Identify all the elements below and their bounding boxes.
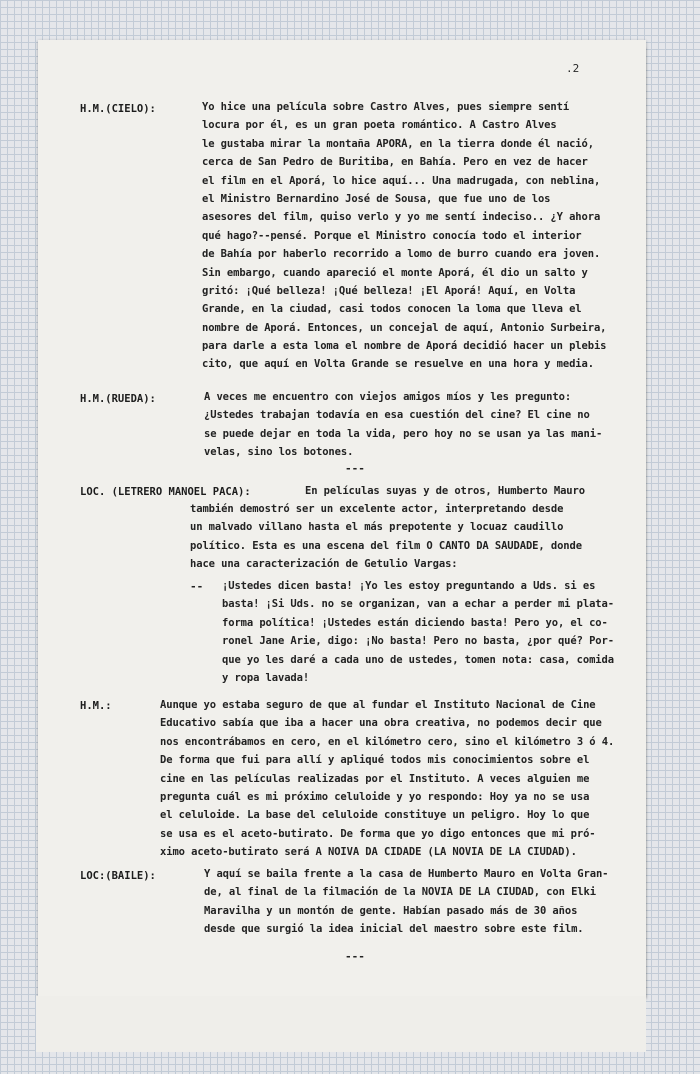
text-line: nos encontrábamos en cero, en el kilómetro cero, sino el kilómetro 3 ó 4. bbox=[160, 735, 615, 748]
text-line: En películas suyas y de otros, Humberto Mauro bbox=[305, 485, 585, 497]
text-line: también demostró ser un excelente actor, interpretando desde bbox=[190, 503, 564, 515]
text-line: y ropa lavada! bbox=[222, 671, 310, 684]
text-line: político. Esta es una escena del film O CANTO DA SAUDADE, donde bbox=[190, 539, 582, 552]
text-line: ¡Ustedes dicen basta! ¡Yo les estoy preguntando a Uds. si es bbox=[222, 580, 596, 592]
text-line: Yo hice una película sobre Castro Alves, pues siempre sentí bbox=[202, 101, 570, 113]
text-line: ximo aceto-butirato será A NOIVA DA CIDADE (LA NOVIA DE LA CIUDAD). bbox=[160, 846, 577, 859]
text-line: basta! ¡Si Uds. no se organizan, van a echar a perder mi plata- bbox=[222, 598, 614, 611]
text-line: se puede dejar en toda la vida, pero hoy no se usan ya las mani- bbox=[204, 427, 603, 440]
text-line: un malvado villano hasta el más prepotente y locuaz caudillo bbox=[190, 521, 564, 534]
text-line: cerca de San Pedro de Buritiba, en Bahía. Pero en vez de hacer bbox=[202, 156, 588, 169]
text-line: cine en las películas realizadas por el Instituto. A veces alguien me bbox=[160, 772, 590, 785]
separator: --- bbox=[345, 462, 365, 475]
speaker-label: H.M.(CIELO): bbox=[80, 103, 156, 115]
text-line: ¿Ustedes trabajan todavía en esa cuestión del cine? El cine no bbox=[204, 409, 590, 422]
text-line: Grande, en la ciudad, casi todos conocen la loma que lleva el bbox=[202, 303, 582, 316]
speaker-label: H.M.: bbox=[80, 700, 112, 712]
text-line: el film en el Aporá, lo hice aquí... Una madrugada, con neblina, bbox=[202, 174, 601, 187]
text-line: A veces me encuentro con viejos amigos míos y les pregunto: bbox=[204, 391, 572, 403]
text-line: forma política! ¡Ustedes están diciendo basta! Pero yo, el co- bbox=[222, 616, 608, 629]
text-line: pregunta cuál es mi próximo celuloide y yo respondo: Hoy ya no se usa bbox=[160, 790, 590, 803]
text-line: Y aquí se baila frente a la casa de Humberto Mauro en Volta Gran- bbox=[204, 868, 609, 880]
page-number: .2 bbox=[566, 62, 580, 75]
paragraph-cielo bbox=[202, 101, 642, 377]
text-line: nombre de Aporá. Entonces, un concejal de aquí, Antonio Surbeira, bbox=[202, 321, 607, 334]
paragraph-hm bbox=[160, 699, 638, 865]
text-line: ronel Jane Arie, digo: ¡No basta! Pero no basta, ¿por qué? Por- bbox=[222, 635, 614, 648]
dialogue-dash: -- bbox=[190, 580, 204, 593]
paragraph-loc-baile bbox=[204, 868, 644, 942]
text-line: cito, que aquí en Volta Grande se resuelve en una hora y media. bbox=[202, 358, 594, 371]
text-line: hace una caracterización de Getulio Vargas: bbox=[190, 558, 458, 571]
speaker-label: H.M.(RUEDA): bbox=[80, 393, 156, 405]
text-line: velas, sino los botones. bbox=[204, 446, 354, 459]
text-line: locura por él, es un gran poeta romántico. A Castro Alves bbox=[202, 119, 557, 132]
paragraph-loc-letrero bbox=[190, 503, 630, 577]
text-line: Aunque yo estaba seguro de que al fundar el Instituto Nacional de Cine bbox=[160, 699, 596, 711]
text-line: asesores del film, quiso verlo y yo me sentí indeciso.. ¿Y ahora bbox=[202, 211, 601, 224]
paragraph-dialogue bbox=[222, 580, 634, 690]
text-line: que yo les daré a cada uno de ustedes, tomen nota: casa, comida bbox=[222, 653, 614, 666]
text-line: de, al final de la filmación de la NOVIA DE LA CIUDAD, con Elki bbox=[204, 886, 596, 899]
speaker-label: LOC:(BAILE): bbox=[80, 870, 156, 882]
text-line: Maravilha y un montón de gente. Habían pasado más de 30 años bbox=[204, 904, 578, 917]
text-line: gritó: ¡Qué belleza! ¡Qué belleza! ¡El Aporá! Aquí, en Volta bbox=[202, 284, 576, 297]
text-line: De forma que fui para allí y apliqué todos mis conocimientos sobre el bbox=[160, 754, 590, 767]
text-line: el celuloide. La base del celuloide constituye un peligro. Hoy lo que bbox=[160, 809, 590, 822]
text-line: Educativo sabía que iba a hacer una obra creativa, no podemos decir que bbox=[160, 717, 602, 730]
speaker-label: LOC. (LETRERO MANOEL PACA): bbox=[80, 486, 251, 498]
text-line: se usa es el aceto-butirato. De forma que yo digo entonces que mi pró- bbox=[160, 827, 596, 840]
text-line: el Ministro Bernardino José de Sousa, que fue uno de los bbox=[202, 192, 551, 205]
separator: --- bbox=[345, 950, 365, 963]
paragraph-loc-letrero-first bbox=[305, 485, 635, 503]
sheet-bottom-edge bbox=[36, 996, 646, 1052]
text-line: para darle a esta loma el nombre de Aporá decidió hacer un plebis bbox=[202, 340, 607, 353]
text-line: de Bahía por haberlo recorrido a lomo de burro cuando era joven. bbox=[202, 248, 601, 261]
text-line: Sin embargo, cuando apareció el monte Aporá, él dio un salto y bbox=[202, 266, 588, 279]
text-line: desde que surgió la idea inicial del maestro sobre este film. bbox=[204, 923, 584, 936]
text-line: qué hago?--pensé. Porque el Ministro conocía todo el interior bbox=[202, 229, 582, 242]
text-line: le gustaba mirar la montaña APORÁ, en la tierra donde él nació, bbox=[202, 137, 594, 150]
paragraph-rueda bbox=[204, 391, 644, 465]
